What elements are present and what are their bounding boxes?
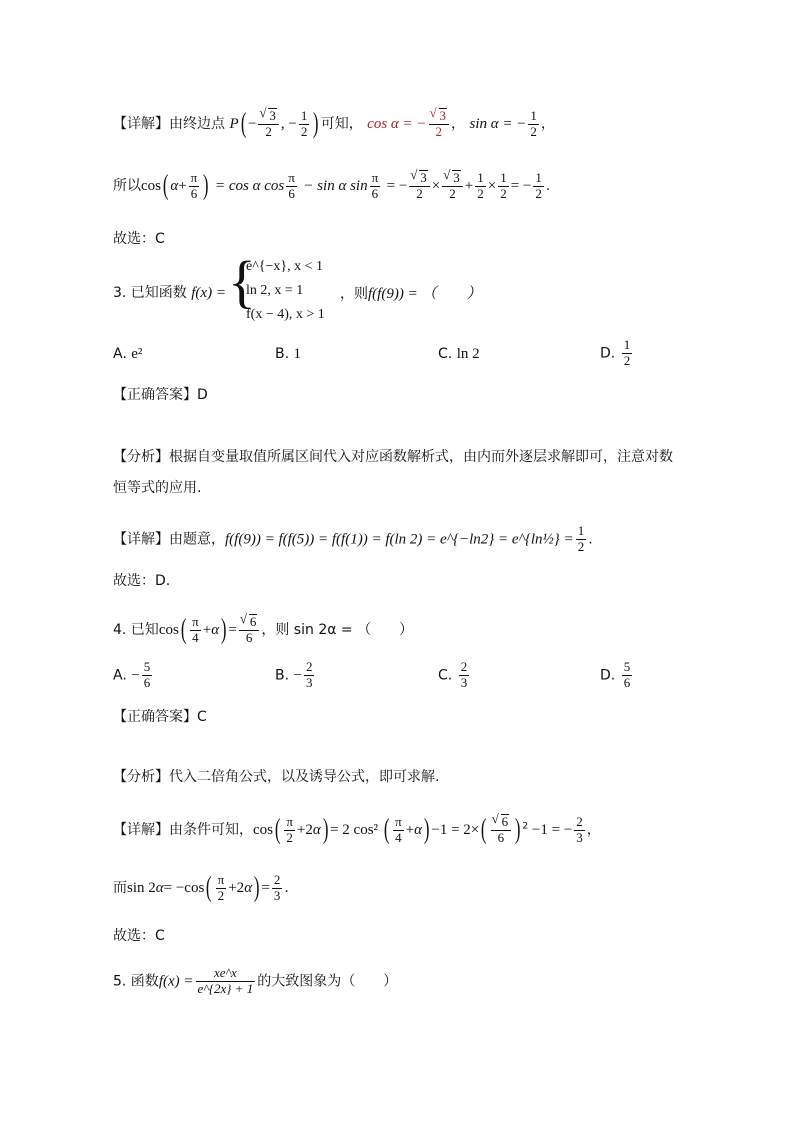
q4-choice-b[interactable]: B. − $\frac{2}{3}$ <box>275 659 313 690</box>
q4-stem: 4. 已知cos( $\frac{\pi}{4}$ +α) = √ $\frac{6}{6}$ ，则 sin 2α = （ ） <box>113 614 413 646</box>
q3-stem: 3. 已知函数 f(x) = <box>113 285 226 301</box>
q4-detail-2: 而sin 2α= −cos( $\frac{\pi}{2}$ +2α) = $\frac{2}{3}$ . <box>113 871 289 903</box>
q4-analysis: 【分析】代入二倍角公式，以及诱导公式，即可求解. <box>113 769 440 785</box>
q3-answer: 【正确答案】D <box>113 387 208 403</box>
detail-line-2: 所以cos( α+ $\frac{\pi}{6}$ ) = cos α cos $\frac{\pi}{6}$ − sin α sin $\frac{\pi}{6}$ = − √ $\frac{3}{2}$ × √ $\frac{3}{2}$ + $\frac{1}{2}$ × $\frac{1}{2}$ = − $\frac{1}{2}$ . <box>113 170 550 202</box>
detail-tag: 【详解】 <box>113 116 169 132</box>
q4-choice-a[interactable]: A. − $\frac{5}{6}$ <box>113 659 151 690</box>
q4-choose: 故选：C <box>113 928 165 944</box>
q4-choice-d[interactable]: D. $\frac{5}{6}$ <box>600 659 631 690</box>
detail-line-1: 【详解】由终边点 P( − √ $\frac{3}{2}$ , − $\frac{1}{2}$ ) 可知， cos α = − √ $\frac{3}{2}$ ， sin α = − $\frac{1}{2}$ ， <box>113 108 555 140</box>
q5-stem: 5. 函数f(x) = $\frac{xe\^{}x}{e\^{}\{2x\} + 1}$ 的大致图象为（ ） <box>113 965 398 996</box>
piecewise-brace: { <box>228 249 256 314</box>
q3-choice-d[interactable]: D. $\frac{1}{2}$ <box>600 337 631 368</box>
q3-ask: ，则f(f(9)) = （ ） <box>340 286 482 302</box>
choose-line-1: 故选：C <box>113 231 165 247</box>
q4-answer: 【正确答案】C <box>113 709 207 725</box>
q4-choice-c[interactable]: C. $\frac{2}{3}$ <box>438 659 468 690</box>
cos-alpha-value: cos α = − <box>367 116 427 132</box>
piece-1: e^{−x}, x < 1 <box>246 259 324 274</box>
q3-choice-a[interactable]: A. e² <box>113 346 143 362</box>
piece-2: ln 2, x = 1 <box>246 283 304 298</box>
q3-choice-b[interactable]: B. 1 <box>275 346 302 362</box>
q3-choice-c[interactable]: C. ln 2 <box>438 346 480 362</box>
q3-detail: 【详解】由题意，f(f(9)) = f(f(5)) = f(f(1)) = f(ln 2) = e^{−ln2} = e^{ln½} = $\frac{1}{2}$ . <box>113 523 593 554</box>
q4-detail-1: 【详解】由条件可知，cos( $\frac{\pi}{2}$ +2α) = 2 cos² ( $\frac{\pi}{4}$ +α) −1 = 2×( √ $\frac{6}{6}$ ) $^2$ −1 = − $\frac{2}{3}$ ， <box>113 814 601 846</box>
q3-analysis-2: 恒等式的应用. <box>113 480 202 496</box>
q3-analysis-1: 【分析】根据自变量取值所属区间代入对应函数解析式，由内而外逐层求解即可，注意对数 <box>113 449 673 465</box>
piece-3: f(x − 4), x > 1 <box>246 307 325 322</box>
q3-choose: 故选：D. <box>113 573 171 589</box>
